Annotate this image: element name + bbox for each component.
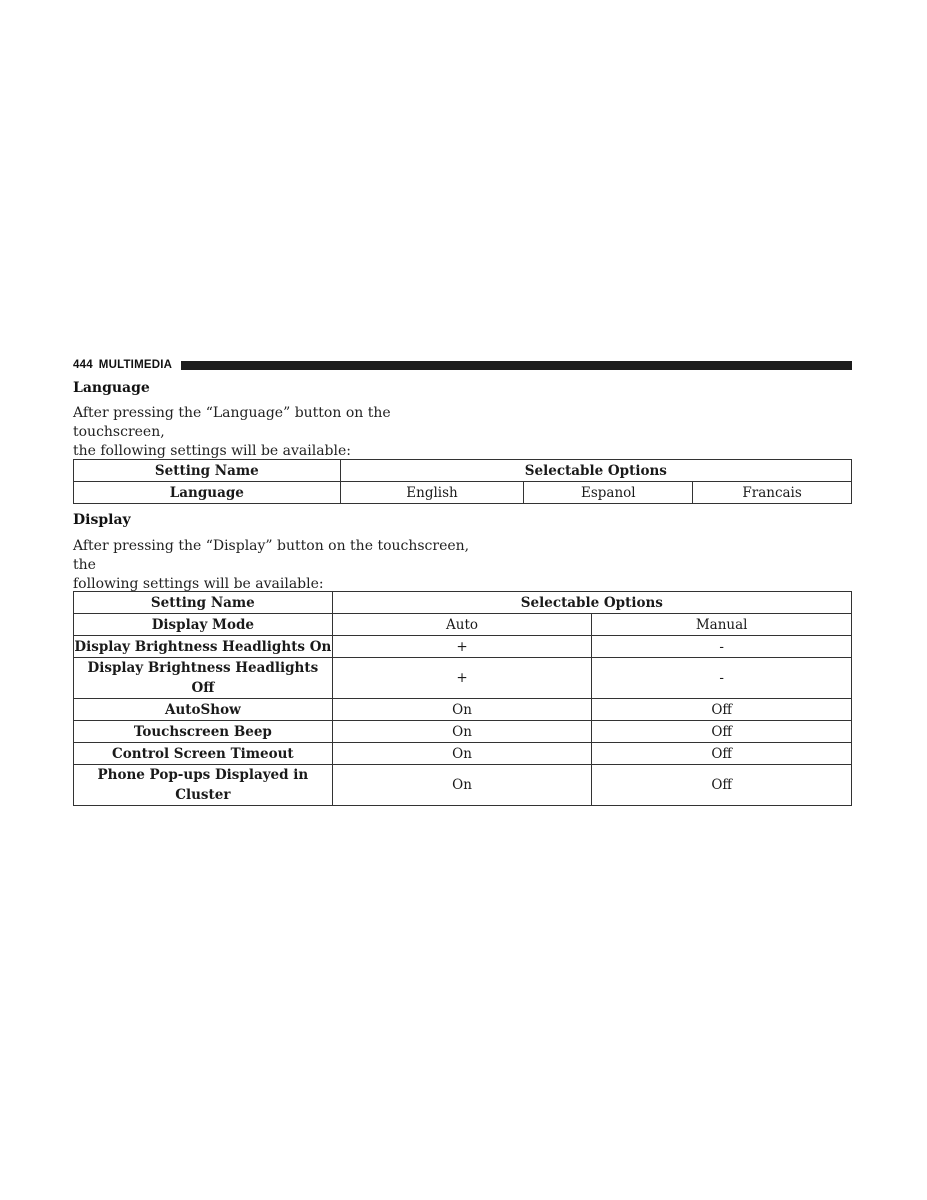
display-description-line: following settings will be available: [73,576,324,592]
option-cell: - [592,658,852,699]
language-heading: Language [73,380,150,396]
option-cell: Auto [332,614,592,636]
table-row [74,721,852,743]
table-row [74,614,852,636]
option-cell: Off [592,743,852,765]
setting-name-cell: AutoShow [74,699,333,721]
table-row [74,482,852,504]
option-cell: - [592,636,852,658]
option-cell: + [332,658,592,699]
setting-name-cell: Language [74,482,341,504]
page-header [73,358,852,372]
display-heading: Display [73,512,131,528]
header-rule [181,361,852,370]
language-description [73,404,473,461]
table-row [74,743,852,765]
column-header-selectable-options: Selectable Options [332,592,851,614]
option-cell: On [332,699,592,721]
table-row [74,658,852,699]
language-description-line: After pressing the “Language” button on the touchscreen, [73,405,391,440]
setting-name-cell: Control Screen Timeout [74,743,333,765]
option-cell: English [340,482,524,504]
section-title: MULTIMEDIA [98,359,173,371]
language-settings-table [73,459,852,504]
option-cell: Off [592,721,852,743]
table-row [74,765,852,806]
option-cell: + [332,636,592,658]
display-description-line: After pressing the “Display” button on the touchscreen, the [73,538,470,573]
column-header-setting-name: Setting Name [74,592,333,614]
option-cell: Francais [693,482,852,504]
page-number: 444 [73,359,93,371]
table-row [74,699,852,721]
option-cell: On [332,765,592,806]
option-cell: Off [592,765,852,806]
table-row [74,636,852,658]
table-header-row [74,592,852,614]
display-description [73,537,473,594]
option-cell: Manual [592,614,852,636]
option-cell: On [332,743,592,765]
language-description-line: the following settings will be available: [73,443,351,459]
setting-name-cell: Phone Pop-ups Displayed in Cluster [74,765,333,806]
display-settings-table [73,591,852,806]
option-cell: Off [592,699,852,721]
setting-name-cell: Display Mode [74,614,333,636]
column-header-setting-name: Setting Name [74,460,341,482]
setting-name-cell: Display Brightness Headlights Off [74,658,333,699]
setting-name-cell: Display Brightness Headlights On [74,636,333,658]
option-cell: Espanol [524,482,693,504]
setting-name-cell: Touchscreen Beep [74,721,333,743]
table-header-row [74,460,852,482]
option-cell: On [332,721,592,743]
column-header-selectable-options: Selectable Options [340,460,851,482]
